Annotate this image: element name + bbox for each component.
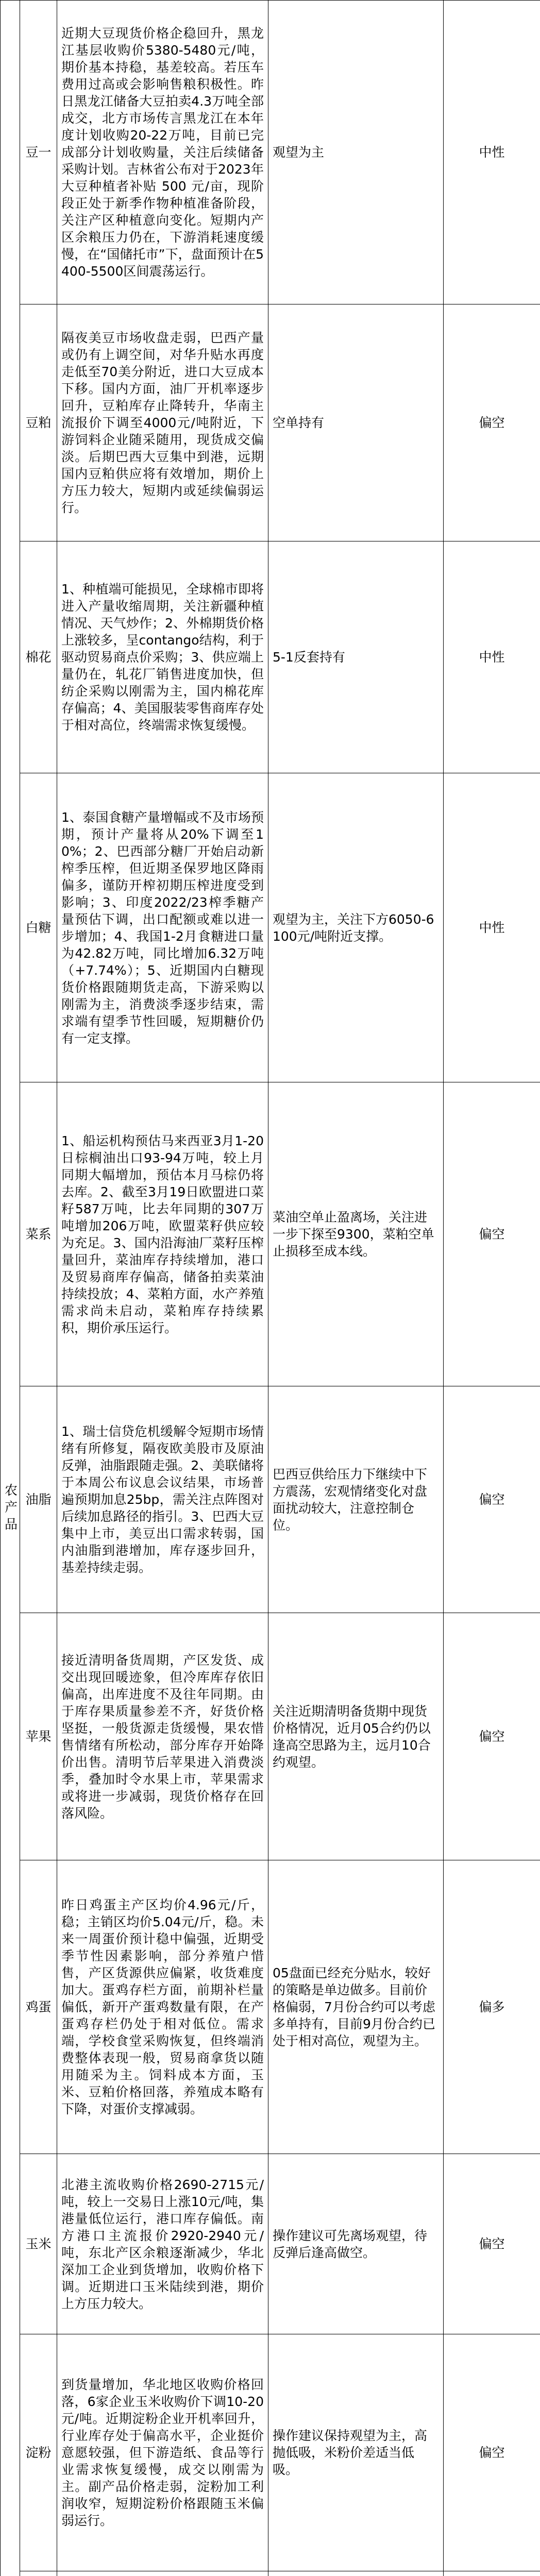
commodity-name: 苹果: [20, 1613, 57, 1860]
market-outlook: 偏空: [444, 1613, 540, 1860]
trading-strategy: 菜油空单止盈离场，关注进一步下探至9300，菜粕空单止损移至成本线。: [268, 1082, 444, 1386]
market-outlook: 偏空: [444, 1082, 540, 1386]
market-outlook: 偏空: [444, 1386, 540, 1613]
market-outlook: 中性: [444, 541, 540, 773]
trading-strategy: 5-1反套持有: [268, 541, 444, 773]
market-analysis: 隔夜美豆市场收盘走弱，巴西产量或仍有上调空间，对华升贴水再度走低至70美分附近，进口大豆成本下移。国内方面，油厂开机率逐步回升，豆粕库存止降转升，华南主流报价下调至4000元/吨附近，下游饲料企业随采随用，现货成交偏淡。后期巴西大豆集中到港，远期国内豆粕供应将有效增加，期价上方压力较大，短期内或延续偏弱运行。: [57, 304, 268, 541]
trading-strategy: 操作建议保持观望为主，高抛低吸，米粉价差适当低吸。: [268, 2334, 444, 2571]
doupo-row: [1, 304, 540, 541]
market-outlook: 中性: [444, 1, 540, 304]
yumi-row: [1, 2154, 540, 2334]
market-analysis: 近期大豆现货价格企稳回升，黑龙江基层收购价5380-5480元/吨，期价基本持稳，基差较高。若压车费用过高或会影响售粮积极性。昨日黑龙江储备大豆拍卖4.3万吨全部成交，北方市场传言黑龙江在本年度计划收购20-22万吨，目前已完成部分计划收购量，关注后续储备采购计划。吉林省公布对于2023年大豆种植者补贴 500 元/亩，现阶段正处于新季作物种植准备阶段，关注产区种植意向变化。短期内产区余粮压力仍在，下游消耗速度缓慢，在“国储托市”下，盘面预计在5400-5500区间震荡运行。: [57, 1, 268, 304]
market-outlook: 偏空: [444, 2334, 540, 2571]
trading-strategy: 巴西豆供给压力下继续中下方震荡，宏观情绪变化对盘面扰动较大，注意控制仓位。: [268, 1386, 444, 1613]
dianfen-row: [1, 2334, 540, 2571]
market-outlook: 偏空: [444, 304, 540, 541]
market-outlook: 中性: [444, 773, 540, 1082]
youzhi-row: [1, 1386, 540, 1613]
commodity-name: [20, 2571, 57, 2576]
trading-strategy: 关注近期清明备货期中现货价格情况，近月05合约仍以逢高空思路为主，远月10合约观望。: [268, 1613, 444, 1860]
baitang-row: [1, 773, 540, 1082]
market-analysis: 1、船运机构预估马来西亚3月1-20日棕榈油出口93-94万吨，较上月同期大幅增加，预估本月马棕仍将去库。2、截至3月19日欧盟进口菜籽587万吨，比去年同期的307万吨增加206万吨，欧盟菜籽供应较为充足。3、国内沿海油厂菜籽压榨量回升，菜油库存持续增加，港口及贸易商库存偏高，储备拍卖菜油持续投放；4、菜粕方面，水产养殖需求尚未启动，菜粕库存持续累积，期价承压运行。: [57, 1082, 268, 1386]
commodity-name: 玉米: [20, 2154, 57, 2334]
market-outlook: 偏空: [444, 2154, 540, 2334]
market-outlook: 偏多: [444, 1860, 540, 2154]
market-analysis: 接近清明备货周期，产区发货、成交出现回暖迹象，但冷库库存依旧偏高，出库进度不及往年同期。由于库存果质量参差不齐，好货价格坚挺，一般货源走货缓慢，果农惜售情绪有所松动，部分库存开始降价出售。清明节后苹果进入消费淡季，叠加时令水果上市，苹果需求或将进一步减弱，现货价格存在回落风险。: [57, 1613, 268, 1860]
trading-strategy: 操作建议可先离场观望，待反弹后逢高做空。: [268, 2154, 444, 2334]
commodity-name: 豆粕: [20, 304, 57, 541]
category-cell: 农产品: [1, 1, 20, 2576]
shengzhu-row: [1, 2571, 540, 2576]
trading-strategy: [268, 2571, 444, 2576]
trading-strategy: 05盘面已经充分贴水，较好的策略是单边做多。目前价格偏弱，7月份合约可以考虑多单持有，目前9月份合约已处于相对高位，观望为主。: [268, 1860, 444, 2154]
market-analysis: 1、瑞士信贷危机缓解令短期市场情绪有所修复，隔夜欧美股市及原油反弹，油脂跟随走强。2、美联储将于本周公布议息会议结果，市场普遍预期加息25bp，需关注点阵图对后续加息路径的指引。3、巴西大豆集中上市，美豆出口需求转弱，国内油脂到港增加，库存逐步回升，基差持续走弱。: [57, 1386, 268, 1613]
market-analysis: 1、泰国食糖产量增幅或不及市场预期，预计产量将从20%下调至10%；2、巴西部分糖厂开始启动新榨季压榨，但近期圣保罗地区降雨偏多，谨防开榨初期压榨进度受到影响；3、印度2022/23榨季糖产量预估下调，出口配额或难以进一步增加；4、我国1-2月食糖进口量为42.82万吨，同比增加6.32万吨（+7.74%）；5、近期国内白糖现货价格跟随期货走高，下游采购以刚需为主，消费淡季逐步结束，需求端有望季节性回暖，短期糖价仍有一定支撑。: [57, 773, 268, 1082]
commodity-name: 鸡蛋: [20, 1860, 57, 2154]
caixi-row: [1, 1082, 540, 1386]
market-analysis: 昨日鸡蛋主产区均价4.96元/斤，稳；主销区均价5.04元/斤，稳。未来一周蛋价预计稳中偏强，近期受季节性因素影响，部分养殖户惜售，产区货源供应偏紧，收货难度加大。蛋鸡存栏方面，前期补栏量偏低，新开产蛋鸡数量有限，在产蛋鸡存栏仍处于相对低位。需求端，学校食堂采购恢复，但终端消费整体表现一般，贸易商拿货以随用随采为主。饲料成本方面，玉米、豆粕价格回落，养殖成本略有下降，对蛋价支撑减弱。: [57, 1860, 268, 2154]
market-analysis: 1、种植端可能损见，全球棉市即将进入产量收缩周期，关注新疆种植情况、天气炒作；2、外棉期货价格上涨较多，呈contango结构，利于驱动贸易商点价采购；3、供应端上量仍在，轧花厂销售进度加快，但纺企采购以刚需为主，国内棉花库存偏高；4、美国服装零售商库存处于相对高位，终端需求恢复缓慢。: [57, 541, 268, 773]
commodity-name: 白糖: [20, 773, 57, 1082]
trading-strategy: 观望为主: [268, 1, 444, 304]
trading-strategy: 空单持有: [268, 304, 444, 541]
market-analysis: 到货量增加，华北地区收购价格回落，6家企业玉米收购价下调10-20元/吨。近期淀粉企业开机率回升，行业库存处于偏高水平，企业挺价意愿较强，但下游造纸、食品等行业需求恢复缓慢，成交以刚需为主。副产品价格走弱，淀粉加工利润收窄，短期淀粉价格跟随玉米偏弱运行。: [57, 2334, 268, 2571]
commodity-name: 棉花: [20, 541, 57, 773]
commodity-name: 豆一: [20, 1, 57, 304]
mianhua-row: [1, 541, 540, 773]
market-analysis: [57, 2571, 268, 2576]
market-analysis: 北港主流收购价格2690-2715元/吨，较上一交易日上涨10元/吨，集港量低位运行，港口库存偏低。南方港口主流报价2920-2940元/吨，东北产区余粮逐渐减少，华北深加工企业到货增加，收购价格下调。近期进口玉米陆续到港，期价上方压力较大。: [57, 2154, 268, 2334]
commodity-name: 菜系: [20, 1082, 57, 1386]
trading-strategy: 观望为主，关注下方6050-6100元/吨附近支撑。: [268, 773, 444, 1082]
commodity-name: 淀粉: [20, 2334, 57, 2571]
market-outlook: [444, 2571, 540, 2576]
douyi-row: [1, 1, 540, 304]
commodity-name: 油脂: [20, 1386, 57, 1613]
pingguo-row: [1, 1613, 540, 1860]
jidan-row: [1, 1860, 540, 2154]
